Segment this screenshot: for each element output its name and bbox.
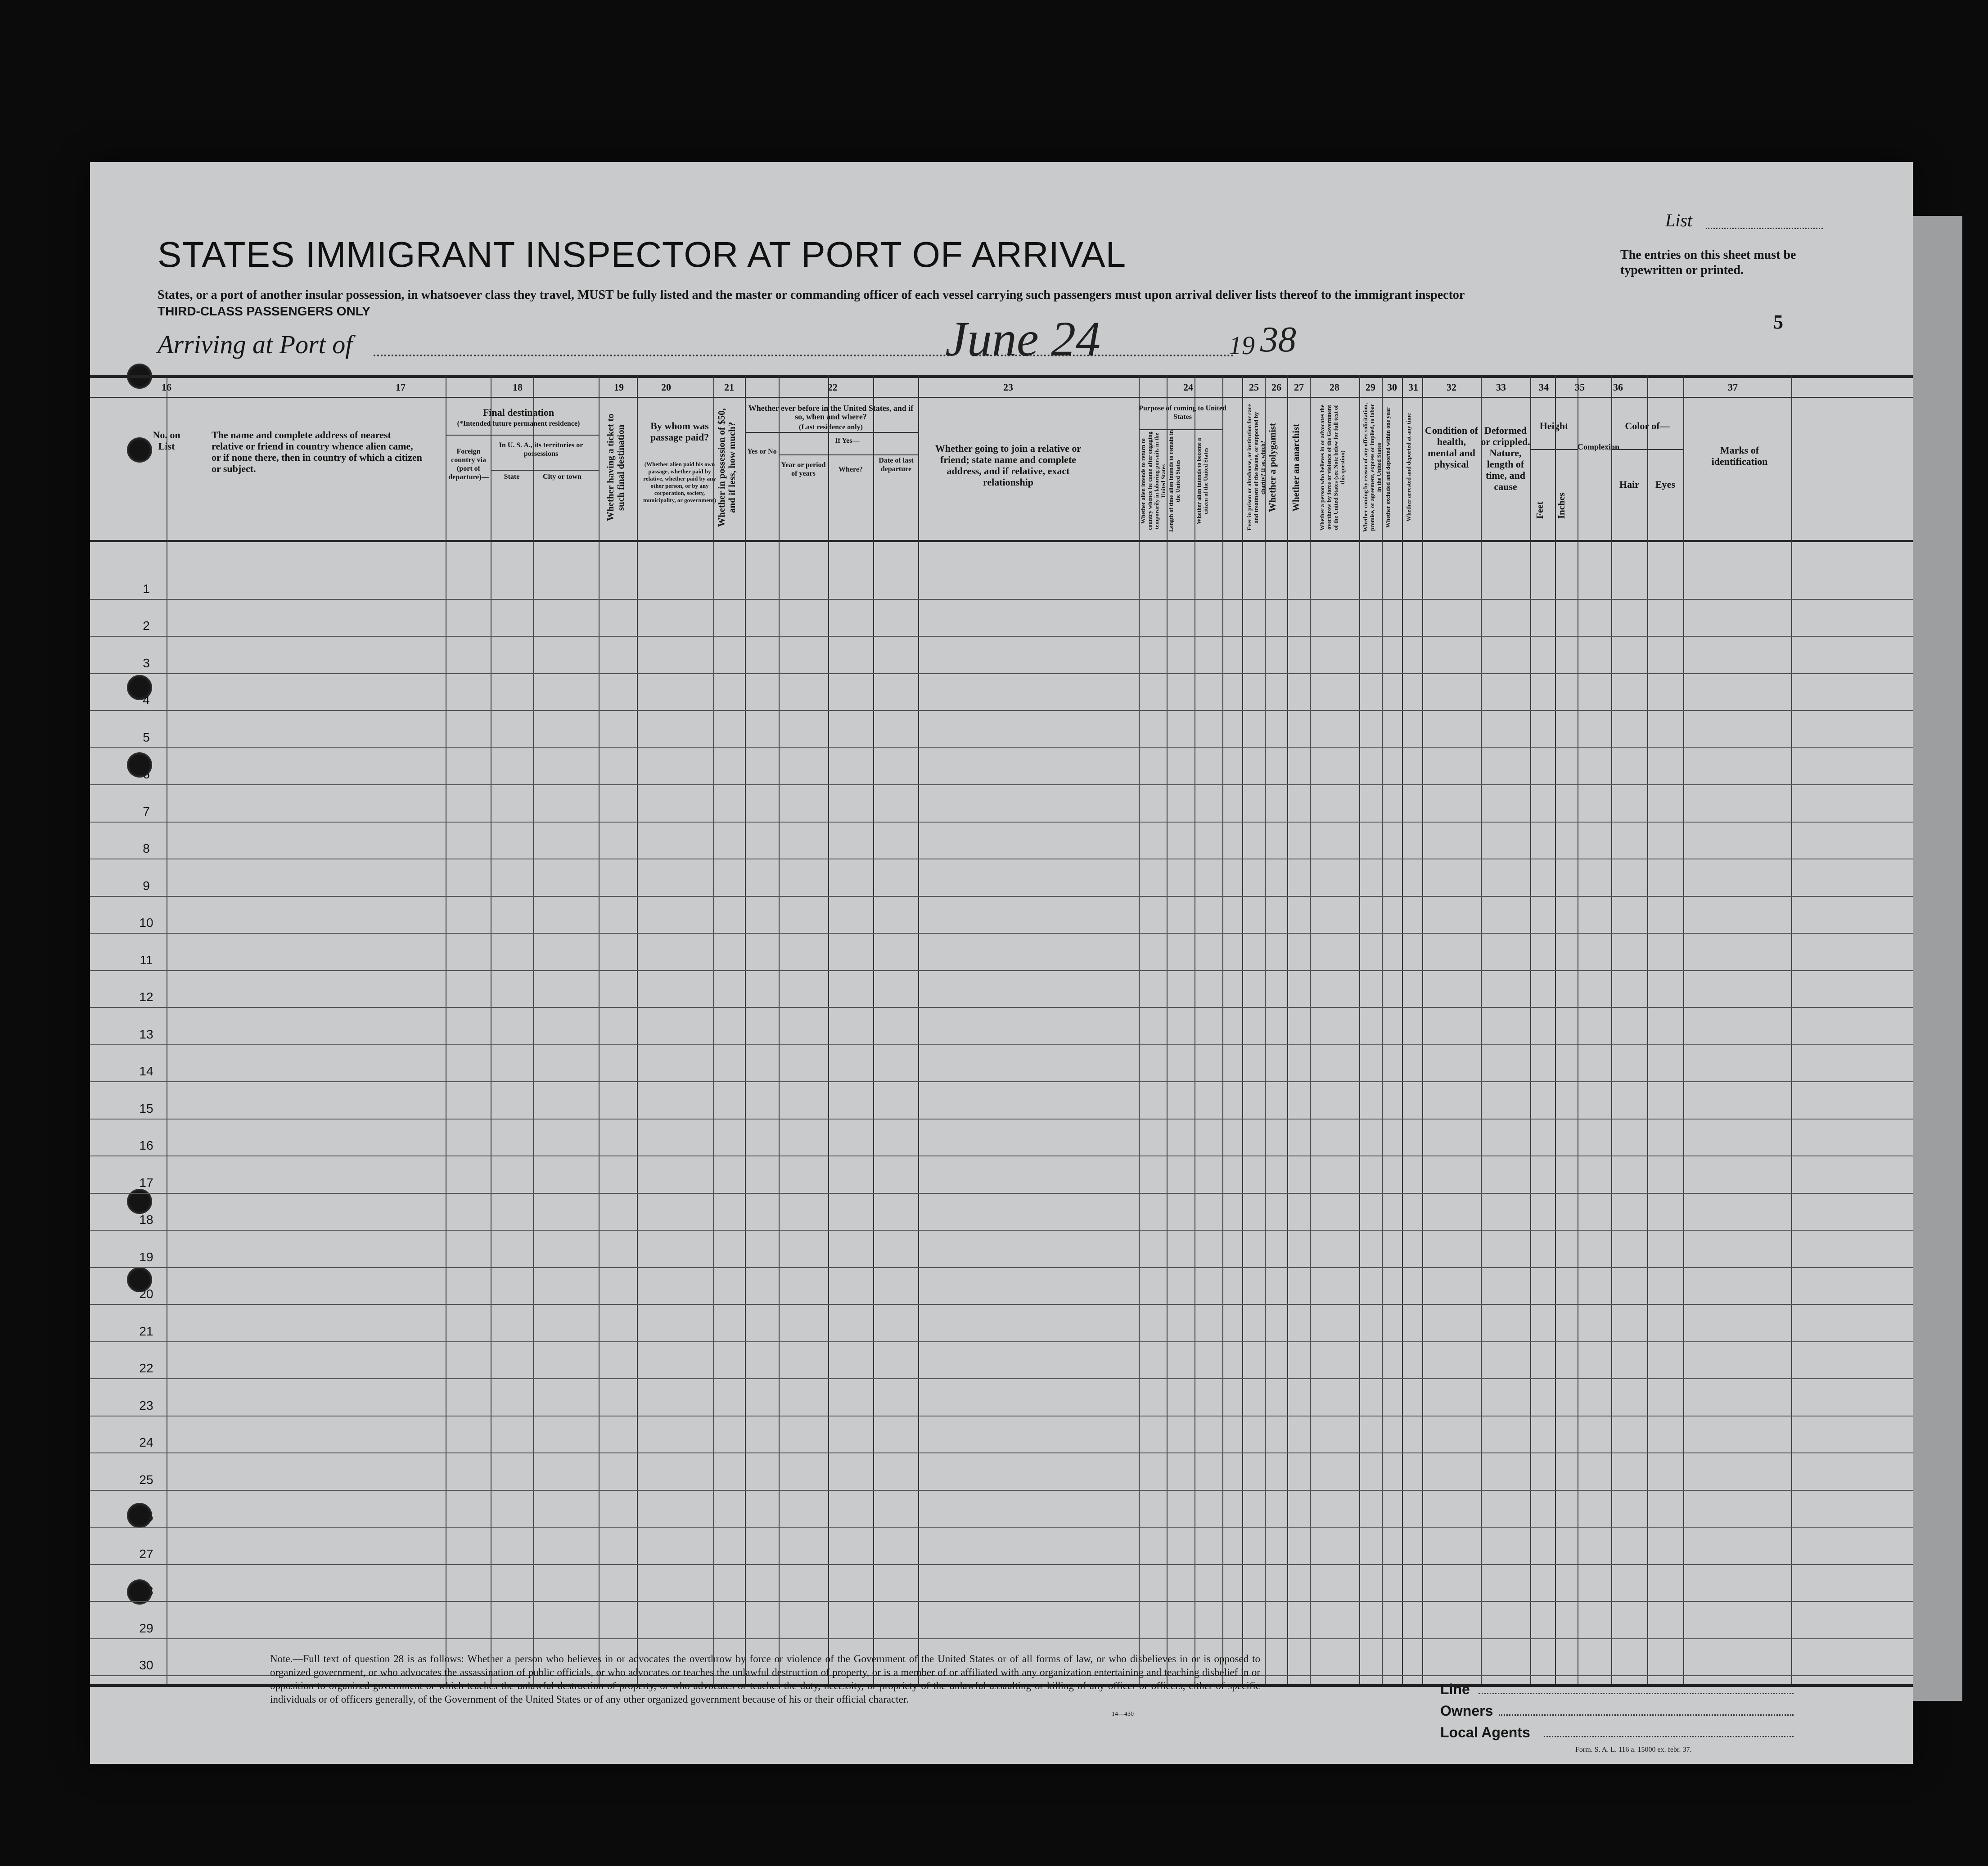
header-state: State	[504, 473, 520, 481]
header-excluded: Whether excluded and deported within one year	[1384, 407, 1391, 528]
header-q28: Whether a person who believes in or advocates the overthrow by force or violence of the Government of the United States (see Note below for full text of this question)	[1319, 405, 1346, 531]
header-marks: Marks of identification	[1711, 445, 1768, 467]
header-passage-note: (Whether alien paid his own passage, whether paid by relative, whether paid by any other person, or by any corporation, society, municipality, or government)	[643, 461, 716, 504]
column-rule	[1265, 375, 1266, 1684]
column-rule	[1611, 375, 1612, 1684]
column-rule	[779, 375, 780, 1684]
table-row[interactable]	[167, 1230, 1913, 1267]
subheader-rule	[491, 470, 599, 471]
footnote-code: 14—430	[1112, 1711, 1134, 1718]
column-number: 19	[614, 382, 624, 393]
table-row[interactable]	[167, 1527, 1913, 1564]
subheader-rule	[1530, 449, 1578, 450]
form-subtitle: States, or a port of another insular possession, in whatsoever class they travel, MUST be fully listed and the master or commanding officer of each vessel carrying such passengers must upon arrival deliver lists thereof to the immigrant inspector	[158, 288, 1465, 302]
row-number: 6	[143, 767, 150, 781]
row-number: 7	[143, 804, 150, 818]
table-row[interactable]	[167, 1119, 1913, 1156]
row-number: 11	[140, 953, 153, 967]
header-fifty-dollars: Whether in possession of $50, and if less, how much?	[716, 408, 737, 527]
subheader-rule	[1611, 449, 1683, 450]
table-row[interactable]	[167, 1044, 1913, 1082]
subheader-rule	[779, 454, 918, 455]
row-number: 5	[143, 730, 150, 744]
column-rule	[745, 375, 746, 1684]
table-row[interactable]	[167, 1156, 1913, 1193]
footnote-q28: Note.—Full text of question 28 is as follows: Whether a person who believes in or advocates the overthrow by force or violence of the Government of the United States or of all forms of law, or who disbelieves in or is opposed to organized government, or who advocates the assassination of public officials, or who advocates or teaches the unlawful destruction of property, or is a member of or affiliated with any organization entertaining and teaching disbelief in or opposition to organized government or which teaches the unlawful destruction of property, or who advocates or teaches the duty, necessity, or propriety of the unlawful assaulting or killing of any officer or officers, either of specific individuals or of officers generally, of the Government of the United States or of any other organized government because of his or their official character.	[270, 1653, 1260, 1705]
column-number: 20	[661, 382, 671, 393]
column-rule	[1481, 375, 1482, 1684]
column-rule	[1139, 375, 1140, 1684]
rule-line	[90, 1378, 1913, 1379]
rule-line	[90, 1490, 1913, 1491]
rule-line	[90, 822, 1913, 823]
column-number: 33	[1496, 382, 1506, 393]
local-agents-field[interactable]	[1544, 1736, 1794, 1737]
column-rule	[1310, 375, 1311, 1684]
row-number: 9	[143, 878, 150, 893]
column-number: 30	[1387, 382, 1397, 393]
owners-field[interactable]	[1499, 1714, 1794, 1716]
row-number: 13	[139, 1027, 153, 1041]
header-eyes: Eyes	[1655, 479, 1675, 490]
header-yes-no: Yes or No	[747, 448, 777, 455]
row-number: 8	[143, 841, 150, 855]
column-number: 34	[1539, 382, 1549, 393]
column-rule	[713, 375, 714, 1684]
owners-label: Owners	[1440, 1703, 1493, 1719]
column-number: 25	[1249, 382, 1259, 393]
row-number: 24	[139, 1435, 153, 1449]
header-year-period: Year or period of years	[781, 461, 826, 477]
table-row[interactable]	[167, 896, 1913, 933]
header-labor-offer: Whether coming by reason of any offer, solicitation, promise, or agreement, express or implied, to labor in the United States	[1362, 403, 1382, 532]
column-number: 27	[1294, 382, 1304, 393]
rule-line	[90, 933, 1913, 934]
header-purpose-return: Whether alien intends to return to country whence he came after engaging temporarily in laboring pursuits in the United States	[1140, 432, 1167, 531]
header-relative-address: The name and complete address of nearest relative or friend in country whence alien came, or if none there, then in country of which a citizen or subject.	[212, 429, 422, 474]
header-purpose-citizen: Whether alien intends to become a citizen of the United States	[1195, 438, 1209, 524]
row-number: 26	[139, 1510, 153, 1524]
column-rule	[637, 375, 638, 1684]
rule-line	[90, 1230, 1913, 1231]
table-row[interactable]	[167, 1341, 1913, 1379]
header-ever-in-us: Whether ever before in the United States, and if so, when and where?	[748, 404, 914, 421]
header-height: Height	[1539, 420, 1569, 432]
rule-line	[90, 1007, 1913, 1008]
rule-line	[90, 784, 1913, 785]
table-row[interactable]	[167, 710, 1913, 747]
column-rule	[1683, 375, 1684, 1684]
table-row[interactable]	[167, 1452, 1913, 1490]
port-field-line[interactable]	[374, 355, 950, 356]
row-number: 22	[139, 1361, 153, 1375]
entries-note: The entries on this sheet must be typewritten or printed.	[1620, 248, 1796, 277]
column-rule	[918, 375, 919, 1684]
row-number: 1	[143, 581, 150, 596]
table-row[interactable]	[167, 1267, 1913, 1304]
subheader-rule	[745, 432, 918, 433]
row-number: 16	[139, 1138, 153, 1152]
header-foreign-country: Foreign country via (port of departure)—	[448, 448, 489, 481]
header-hair: Hair	[1619, 479, 1639, 490]
row-number: 28	[139, 1584, 153, 1598]
table-row[interactable]	[167, 1564, 1913, 1601]
table-row[interactable]	[167, 1416, 1913, 1453]
header-anarchist: Whether an anarchist	[1290, 423, 1301, 512]
column-rule	[1287, 375, 1288, 1684]
column-number: 21	[724, 382, 734, 393]
rule-line	[90, 1267, 1913, 1268]
table-row[interactable]	[167, 933, 1913, 970]
sheet-edge-right	[1913, 216, 1962, 1701]
column-number: 23	[1003, 382, 1013, 393]
table-row[interactable]	[167, 784, 1913, 822]
row-number: 29	[139, 1621, 153, 1635]
table-row[interactable]	[167, 599, 1913, 636]
column-number: 24	[1183, 382, 1193, 393]
column-number: 35	[1575, 382, 1585, 393]
column-number: 29	[1366, 382, 1375, 393]
column-rule	[599, 375, 600, 1684]
line-field[interactable]	[1479, 1693, 1794, 1694]
column-rule	[828, 375, 829, 1684]
column-number: 16	[162, 382, 171, 393]
header-feet: Feet	[1534, 501, 1545, 519]
row-number: 23	[139, 1398, 153, 1412]
table-row[interactable]	[167, 1081, 1913, 1119]
rule-line	[90, 599, 1913, 600]
column-rule	[1402, 375, 1403, 1684]
rule-line	[90, 636, 1913, 637]
table-row[interactable]	[167, 1378, 1913, 1416]
row-number: 21	[139, 1324, 153, 1338]
column-rule	[1791, 375, 1792, 1684]
row-number: 12	[139, 990, 153, 1004]
rule-line	[90, 1601, 1913, 1602]
header-last-residence: (Last residence only)	[799, 423, 863, 431]
handwritten-year: 38	[1260, 320, 1296, 360]
row-number: 20	[139, 1287, 153, 1301]
rule-line	[90, 375, 1913, 378]
header-polygamist: Whether a polygamist	[1267, 423, 1278, 512]
rule-line	[90, 540, 1913, 542]
rule-line	[90, 1193, 1913, 1194]
rule-line	[90, 1304, 1913, 1305]
header-if-yes: If Yes—	[835, 437, 860, 445]
rule-line	[90, 1564, 1913, 1565]
column-number: 17	[396, 382, 406, 393]
header-arrested: Whether arrested and deported at any time	[1405, 413, 1412, 522]
column-number: 37	[1728, 382, 1738, 393]
table-row[interactable]	[167, 562, 1913, 599]
header-inches: Inches	[1556, 492, 1567, 519]
column-number: 32	[1447, 382, 1456, 393]
header-prison: Ever in prison or almshouse, or institution for care and treatment of the insane, or supported by charity? If so, which?	[1246, 404, 1266, 531]
table-row[interactable]	[167, 1304, 1913, 1341]
table-row[interactable]	[167, 859, 1913, 896]
rule-line	[90, 1119, 1913, 1120]
rule-line	[90, 1527, 1913, 1528]
rule-line	[90, 1081, 1913, 1082]
form-title: STATES IMMIGRANT INSPECTOR AT PORT OF ARRIVAL	[158, 234, 1127, 274]
handwritten-date: June 24	[945, 311, 1101, 366]
rule-line	[90, 1638, 1913, 1639]
column-number: 36	[1613, 382, 1623, 393]
table-row[interactable]	[167, 1193, 1913, 1230]
column-rule	[1382, 375, 1383, 1684]
passenger-class-label: THIRD-CLASS PASSENGERS ONLY	[158, 304, 370, 318]
rule-line	[90, 1044, 1913, 1045]
year-prefix: 19	[1229, 331, 1255, 360]
rule-line	[90, 970, 1913, 971]
column-rule	[1242, 375, 1243, 1684]
column-rule	[1422, 375, 1423, 1684]
row-number: 19	[139, 1250, 153, 1264]
row-number: 4	[143, 693, 150, 707]
header-last-departure: Date of last departure	[879, 457, 914, 473]
table-row[interactable]	[167, 1007, 1913, 1044]
rule-line	[90, 673, 1913, 674]
header-purpose: Purpose of coming to United States	[1139, 405, 1226, 421]
column-rule	[1167, 375, 1168, 1684]
column-rule	[1530, 375, 1531, 1684]
table-row[interactable]	[167, 747, 1913, 785]
column-rule	[533, 375, 534, 1684]
page-number: 5	[1773, 311, 1783, 333]
row-number: 30	[139, 1658, 153, 1672]
column-rule	[873, 375, 874, 1684]
column-rule	[1647, 375, 1648, 1684]
column-rule	[1359, 375, 1360, 1684]
subheader-rule	[1139, 429, 1222, 430]
row-number: 27	[139, 1547, 153, 1561]
header-color-of: Color of—	[1625, 420, 1670, 432]
header-no-on-list: No. on List	[153, 429, 180, 452]
column-number: 31	[1408, 382, 1418, 393]
row-number: 25	[139, 1472, 153, 1487]
table-row[interactable]	[167, 1490, 1913, 1527]
row-number: 3	[143, 656, 150, 670]
rule-line	[90, 747, 1913, 748]
local-agents-label: Local Agents	[1440, 1724, 1530, 1740]
row-number: 18	[139, 1213, 153, 1227]
subheader-rule	[446, 435, 599, 436]
column-rule	[1555, 375, 1556, 1684]
table-row[interactable]	[167, 673, 1913, 710]
header-ticket: Whether having a ticket to such final destination	[605, 414, 626, 522]
column-number: 22	[828, 382, 838, 393]
row-number: 17	[139, 1175, 153, 1190]
list-field-line[interactable]	[1706, 228, 1823, 229]
header-final-destination: Final destination	[482, 407, 554, 418]
table-row[interactable]	[167, 970, 1913, 1007]
column-rule	[1222, 375, 1223, 1684]
header-city: City or town	[543, 473, 582, 481]
list-label: List	[1665, 210, 1693, 230]
table-row[interactable]	[167, 822, 1913, 859]
table-row[interactable]	[167, 1601, 1913, 1638]
form-code: Form. S. A. L. 116 a. 15000 ex. febr. 37.	[1575, 1746, 1692, 1754]
header-in-usa: In U. S. A., its territories or possessions	[499, 441, 583, 458]
table-row[interactable]	[167, 636, 1913, 673]
header-complexion: Complexion	[1578, 442, 1620, 451]
line-label: Line	[1440, 1681, 1470, 1697]
header-join-relative: Whether going to join a relative or friend; state name and complete address, and if relative, exact relationship	[935, 443, 1082, 488]
arriving-label: Arriving at Port of	[158, 330, 353, 359]
row-number: 14	[139, 1064, 153, 1078]
rule-line	[90, 710, 1913, 711]
manifest-table	[90, 375, 1913, 1672]
header-passage-paid: By whom was passage paid?	[650, 420, 709, 443]
row-number: 10	[139, 916, 153, 930]
column-number: 28	[1330, 382, 1339, 393]
row-number: 2	[143, 619, 150, 633]
rule-line	[90, 1452, 1913, 1453]
header-purpose-length: Length of time alien intends to remain in the United States	[1168, 430, 1181, 532]
column-number: 18	[513, 382, 523, 393]
header-deformed: Deformed or crippled. Nature, length of time, and cause	[1481, 425, 1530, 492]
header-health: Condition of health, mental and physical	[1425, 425, 1478, 470]
rule-line	[90, 397, 1913, 398]
header-where: Where?	[838, 466, 863, 473]
header-final-destination-note: (*Intended future permanent residence)	[457, 420, 580, 427]
column-number: 26	[1271, 382, 1281, 393]
manifest-sheet	[90, 162, 1913, 1764]
row-number: 15	[139, 1101, 153, 1115]
rule-line	[90, 896, 1913, 897]
rule-line	[90, 1341, 1913, 1342]
